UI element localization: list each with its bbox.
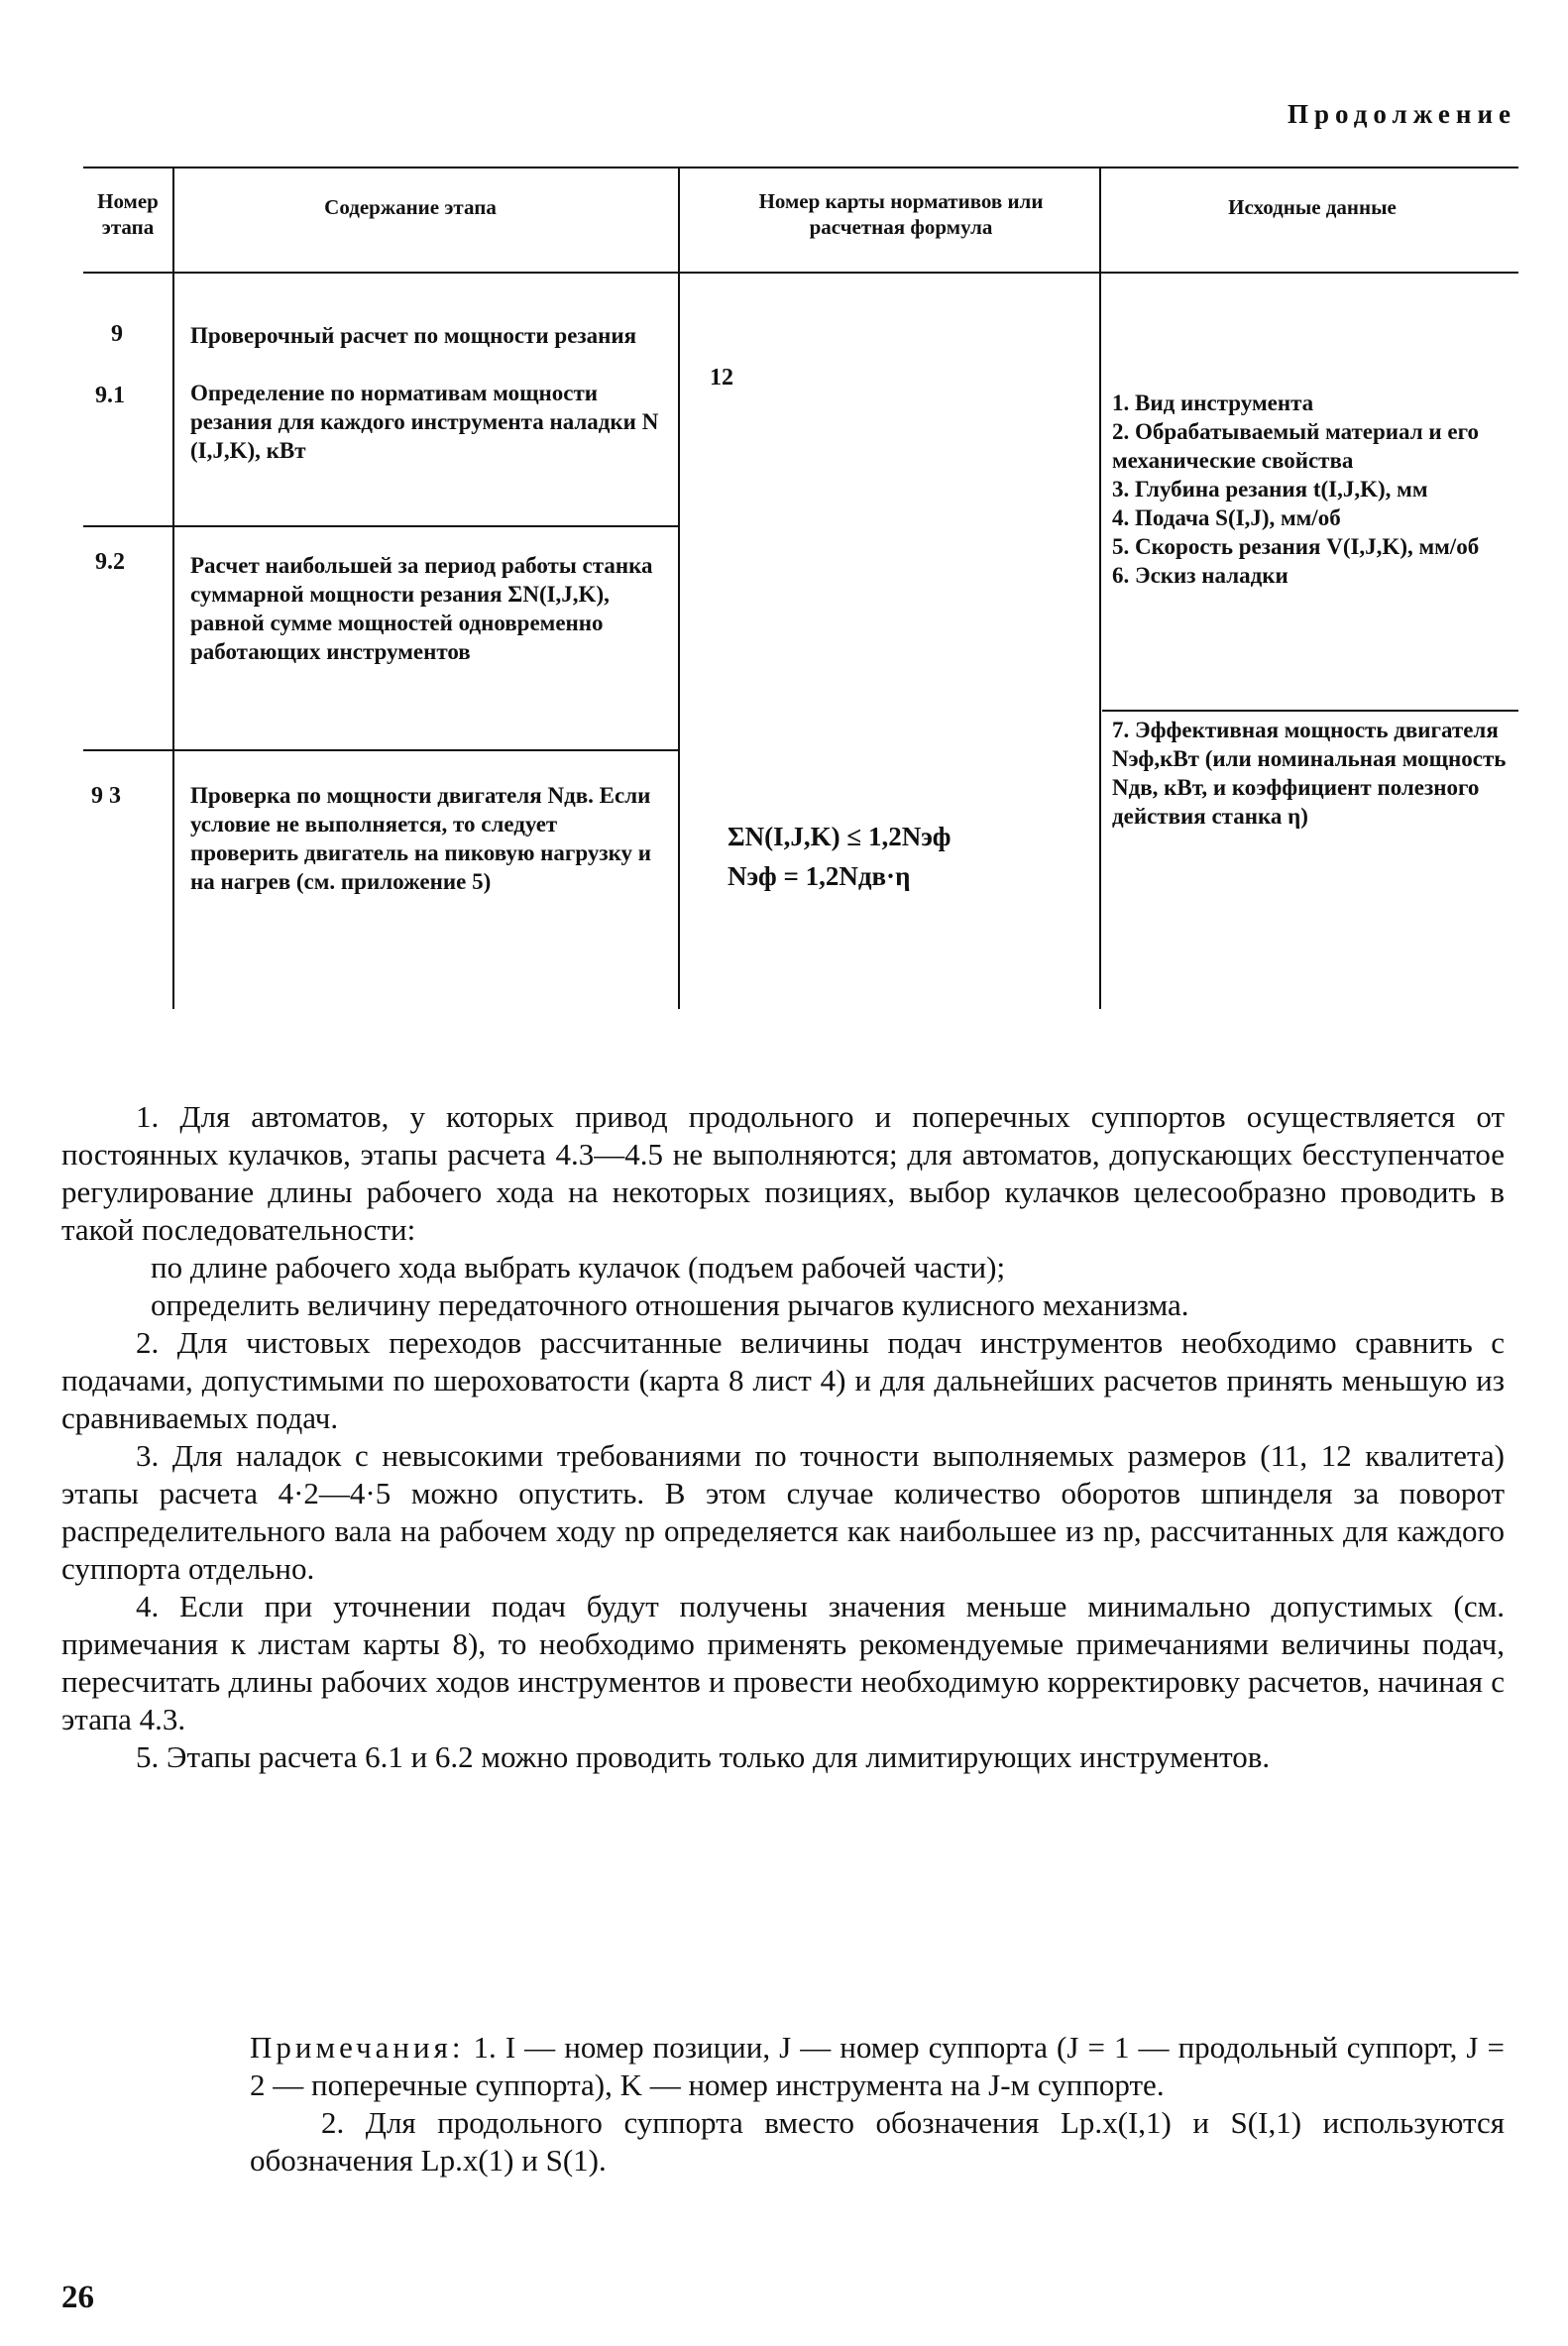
remark-paragraph: 2. Для чистовых переходов рассчитанные величины подач инструментов необходимо сравнить с подачами, допустимыми по шероховатости (карта 8 лист 4) и для дальнейших расчетов принять меньшую из сравниваемых подач. [61,1325,1505,1435]
initial-data-item: 1. Вид инструмента [1112,391,1314,415]
note-2: 2. Для продольного суппорта вместо обозначения Lр.х(I,1) и S(I,1) используются обозначения Lр.х(1) и S(1). [250,2105,1505,2178]
remark-paragraph: 5. Этапы расчета 6.1 и 6.2 можно проводить только для лимитирующих инструментов. [136,1739,1271,1774]
remark-paragraph: 3. Для наладок с невысокими требованиями по точности выполняемых размеров (11, 12 квалитета) этапы расчета 4·2—4·5 можно опустить. В этом случае количество оборотов шпинделя за поворот распределительного вала на рабочем ходу nр определяется как наибольшее из nр, рассчитанных для каждого суппорта отдельно. [61,1438,1505,1586]
formula-power-check: ΣN(I,J,K) ≤ 1,2Nэф [728,822,952,851]
card-number: 12 [710,365,733,391]
stage-content: Определение по нормативам мощности резания для каждого инструмента наладки N (I,J,K), кВт [190,381,659,463]
stages-table [83,167,1518,1009]
page-number: 26 [61,2280,94,2315]
stage-number: 9.2 [95,549,125,575]
remark-paragraph: 1. Для автоматов, у которых привод продольного и поперечных суппортов осуществляется от постоянных кулачков, этапы расчета 4.3—4.5 не выполняются; для автоматов, допускающих бесступенчатое регулирование длины рабочего хода на некоторых позициях, выбор кулачков целесообразно проводить в такой последовательности: [61,1099,1505,1247]
stage-content: Проверочный расчет по мощности резания [190,323,637,348]
stage-number: 9 [111,321,123,347]
notes [250,2029,1505,2179]
stage-content: Проверка по мощности двигателя Nдв. Если условие не выполняется, то следует проверить двигатель на пиковую нагрузку и на нагрев (см. приложение 5) [190,783,652,894]
initial-data-item: 2. Обрабатываемый материал и его механические свойства [1112,419,1479,473]
formula-effective-power: Nэф = 1,2Nдв·η [728,861,911,891]
table-top-rule [83,167,1518,168]
col-divider [1099,167,1101,1009]
col-divider [172,167,174,1009]
col-header-number: Номер этапа [97,189,159,239]
remark-subitem: по длине рабочего хода выбрать кулачок (подъем рабочей части); [151,1250,1006,1285]
initial-data-item: 4. Подача S(I,J), мм/об [1112,505,1341,530]
initial-data-motor: 7. Эффективная мощность двигателя Nэф,кВт (или номинальная мощность Nдв, кВт, и коэффициент полезного действия станка η) [1102,710,1518,831]
col-header-content: Содержание этапа [324,195,497,219]
initial-data-item: 5. Скорость резания V(I,J,K), мм/об [1112,534,1480,559]
stage-content: Расчет наибольшей за период работы станка суммарной мощности резания ΣN(I,J,K), равной сумме мощностей одновременно работающих инструментов [190,553,653,664]
notes-label: Примечания: [250,2030,465,2065]
table-header-rule [83,272,1518,274]
col-divider [678,167,680,1009]
note-1 [250,2029,1505,2104]
col-header-initial-data: Исходные данные [1228,195,1397,219]
initial-data-item: 3. Глубина резания t(I,J,K), мм [1112,477,1428,502]
remark-paragraph: 4. Если при уточнении подач будут получены значения меньше минимально допустимых (см. примечания к листам карты 8), то необходимо применять рекомендуемые примечаниями величины подач, пересчитать длины рабочих ходов инструментов и провести необходимую корректировку расчетов, начиная с этапа 4.3. [61,1589,1505,1736]
remarks [61,1098,1505,1776]
note-1-text: 1. I — номер позиции, J — номер суппорта (J = 1 — продольный суппорт, J = 2 — поперечные суппорта), K — номер инструмента на J-м суппорте. [250,2030,1505,2102]
stage-number: 9.1 [95,383,125,408]
col-header-formula: Номер карты нормативов или расчетная формула [758,189,1044,239]
continuation-label: Продолжение [1288,99,1516,129]
initial-data-item: 6. Эскиз наладки [1112,563,1288,588]
initial-data-list [1112,389,1513,590]
remark-subitem: определить величину передаточного отношения рычагов кулисного механизма. [151,1287,1189,1322]
stage-number: 9 3 [91,783,121,809]
